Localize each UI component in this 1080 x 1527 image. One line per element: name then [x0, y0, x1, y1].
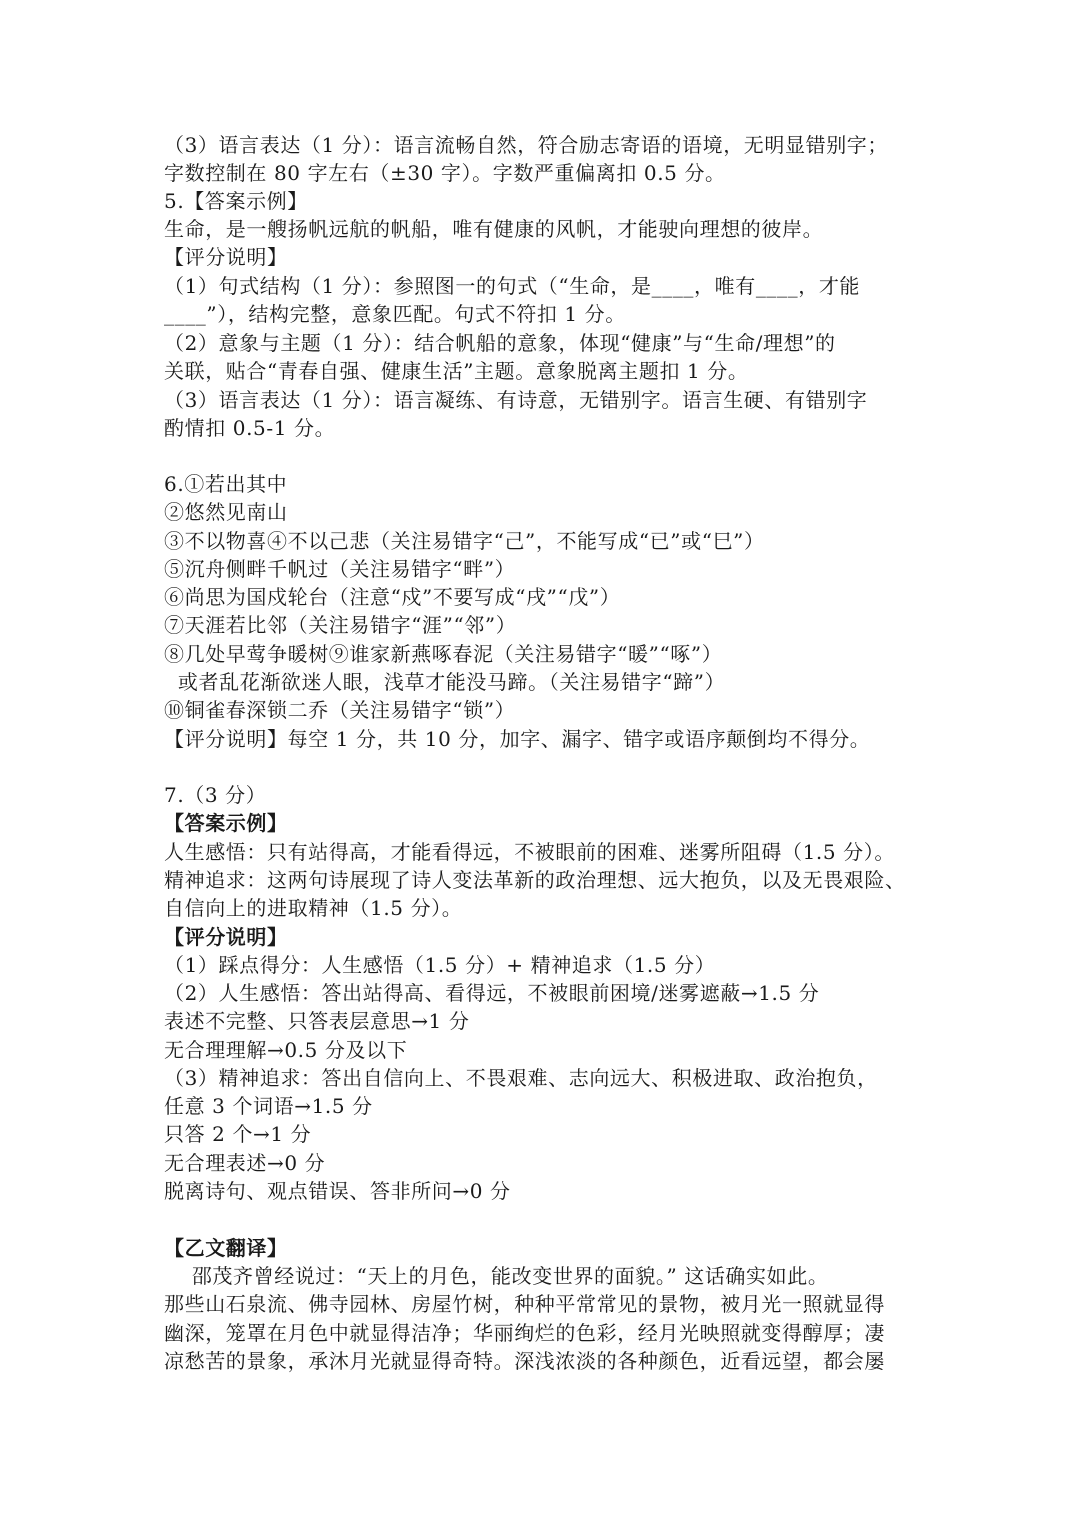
section-heading: 【答案示例】	[164, 811, 288, 835]
text-line: 表述不完整、只答表层意思→1 分	[164, 1009, 470, 1033]
text-line: 或者乱花渐欲迷人眼，浅草才能没马蹄。（关注易错字“蹄”）	[164, 670, 726, 694]
text-line: （2）意象与主题（1 分）：结合帆船的意象，体现“健康”与“生命/理想”的	[164, 331, 836, 355]
text-line: ⑥尚思为国戍轮台（注意“戍”不要写成“戌”“戊”）	[164, 585, 621, 609]
text-line: ⑧几处早莺争暖树⑨谁家新燕啄春泥（关注易错字“暖”“啄”）	[164, 642, 723, 666]
text-line: 【评分说明】每空 1 分，共 10 分，加字、漏字、错字或语序颠倒均不得分。	[164, 727, 871, 751]
text-line: （3）语言表达（1 分）：语言凝练、有诗意，无错别字。语言生硬、有错别字	[164, 388, 868, 412]
text-line: 【评分说明】	[164, 245, 288, 269]
text-line: 幽深，笼罩在月色中就显得洁净；华丽绚烂的色彩，经月光映照就变得醇厚；凄	[164, 1321, 885, 1345]
text-line: ⑤沉舟侧畔千帆过（关注易错字“畔”）	[164, 557, 516, 581]
text-line: （2）人生感悟：答出站得高、看得远，不被眼前困境/迷雾遮蔽→1.5 分	[164, 981, 820, 1005]
text-line: 那些山石泉流、佛寺园林、房屋竹树，种种平常常见的景物，被月光一照就显得	[164, 1292, 885, 1316]
text-line: ②悠然见南山	[164, 500, 288, 524]
text-line: ⑩铜雀春深锁二乔（关注易错字“锁”）	[164, 698, 516, 722]
text-line: 酌情扣 0.5-1 分。	[164, 416, 336, 440]
text-line: 关联，贴合“青春自强、健康生活”主题。意象脱离主题扣 1 分。	[164, 359, 749, 383]
text-line: 脱离诗句、观点错误、答非所问→0 分	[164, 1179, 511, 1203]
text-line: 生命，是一艘扬帆远航的帆船，唯有健康的风帆，才能驶向理想的彼岸。	[164, 217, 824, 241]
text-line: 人生感悟：只有站得高，才能看得远，不被眼前的困难、迷雾所阻碍（1.5 分）。	[164, 840, 895, 864]
text-line: ⑦天涯若比邻（关注易错字“涯”“邻”）	[164, 613, 517, 637]
text-line: （1）句式结构（1 分）：参照图一的句式（“生命，是____，唯有____，才能	[164, 274, 861, 298]
text-line: （3）精神追求：答出自信向上、不畏艰难、志向远大、积极进取、政治抱负，	[164, 1066, 878, 1090]
text-line: 凉愁苦的景象，承沐月光就显得奇特。深浅浓淡的各种颜色，近看远望，都会屡	[164, 1349, 885, 1373]
text-line: 任意 3 个词语→1.5 分	[164, 1094, 373, 1118]
text-line: （1）踩点得分：人生感悟（1.5 分）+ 精神追求（1.5 分）	[164, 953, 716, 977]
text-line: ____”），结构完整，意象匹配。句式不符扣 1 分。	[164, 302, 626, 326]
text-line: 精神追求：这两句诗展现了诗人变法革新的政治理想、远大抱负，以及无畏艰险、	[164, 868, 906, 892]
text-line: 7.（3 分）	[164, 783, 267, 807]
section-heading: 【评分说明】	[164, 925, 288, 949]
text-line: 自信向上的进取精神（1.5 分）。	[164, 896, 463, 920]
text-line: 只答 2 个→1 分	[164, 1122, 312, 1146]
text-line: 字数控制在 80 字左右（±30 字）。字数严重偏离扣 0.5 分。	[164, 161, 726, 185]
section-heading: 【乙文翻译】	[164, 1236, 288, 1260]
text-line: 无合理表述→0 分	[164, 1151, 326, 1175]
text-line: 无合理理解→0.5 分及以下	[164, 1038, 408, 1062]
text-line: ③不以物喜④不以己悲（关注易错字“己”，不能写成“已”或“巳”）	[164, 529, 765, 553]
text-line: 邵茂齐曾经说过：“天上的月色，能改变世界的面貌。” 这话确实如此。	[164, 1264, 829, 1288]
text-line: 5.【答案示例】	[164, 189, 308, 213]
text-line: 6.①若出其中	[164, 472, 288, 496]
text-line: （3）语言表达（1 分）：语言流畅自然，符合励志寄语的语境，无明显错别字；	[164, 133, 889, 157]
